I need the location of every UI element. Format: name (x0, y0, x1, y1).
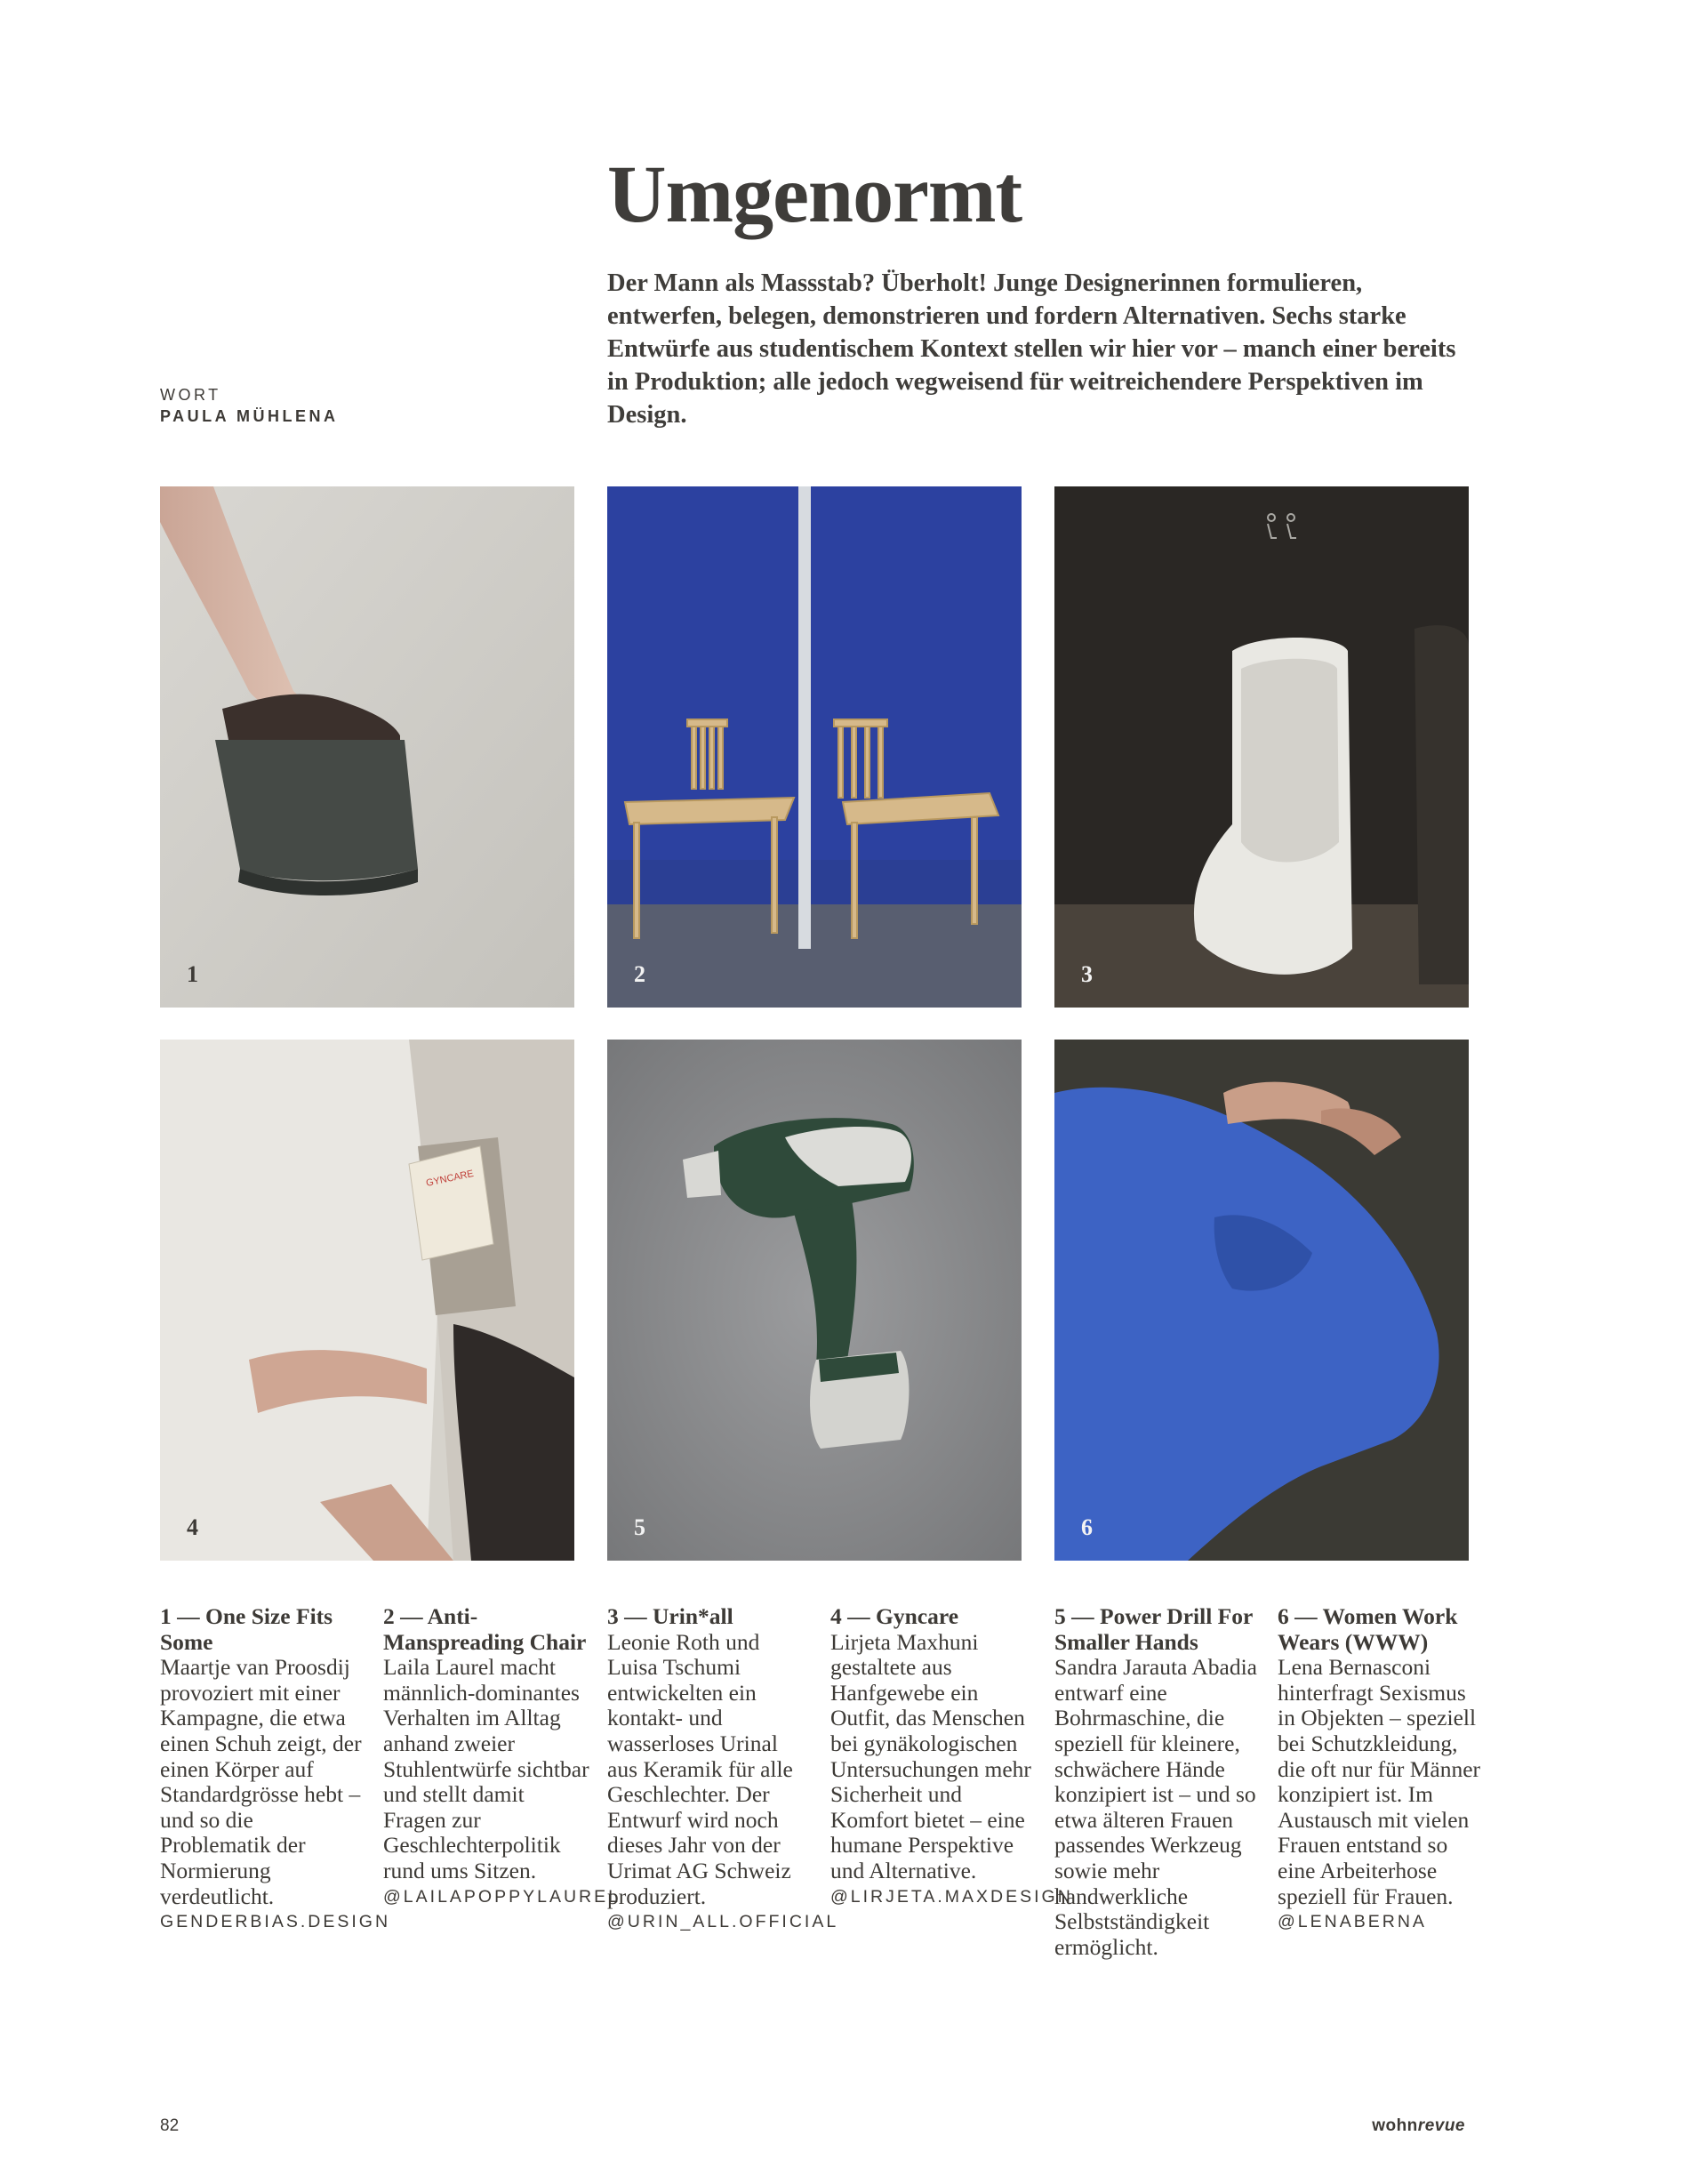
gyncare-image (160, 1040, 574, 1561)
photo-chairs (607, 486, 1022, 1008)
article-lead: Der Mann als Massstab? Überholt! Junge Designerinnen formulieren, entwerfen, belegen, demonstrieren und fordern Alternativen. Sechs starke Entwürfe aus studentischem Kontext stellen wir hier vor – manch einer bereits in Produktion; alle jedoch wegweisend für weitreichendere Perspektiven im Design. (607, 269, 1456, 429)
caption-title: 6 — Women Work Wears (WWW) (1278, 1603, 1458, 1655)
photo-number: 1 (187, 961, 198, 987)
caption-4 (830, 1603, 1073, 1909)
photo-number: 6 (1081, 1514, 1093, 1540)
byline-author: PAULA MÜHLENA (160, 407, 339, 425)
caption-text: Leonie Roth und Luisa Tschumi entwickelten ein kontakt- und wasserloses Urinal aus Keramik für alle Geschlechter. Der Entwurf wird noch dieses Jahr von der Urimat AG Schweiz produziert. (607, 1628, 793, 1909)
caption-text: Sandra Jarauta Abadia entwarf eine Bohrmaschine, die speziell für kleinere, schwächere Hände konzipiert ist – und so etwa älteren Frauen passendes Werkzeug sowie mehr handwerkliche Selbstständigkeit ermöglicht. (1054, 1654, 1257, 1960)
photo-workwear (1054, 1040, 1469, 1561)
chairs-image (607, 486, 1022, 1008)
caption-3 (607, 1603, 839, 1935)
shoe-image (160, 486, 574, 1008)
urinal-image (1054, 486, 1469, 1008)
brand-prefix: wohn (1372, 2116, 1418, 2135)
photo-urinal (1054, 486, 1469, 1008)
caption-text: Maartje van Proosdij provoziert mit einer Kampagne, die etwa einen Schuh zeigt, der einen Körper auf Standardgrösse hebt – und so die Problematik der Normierung verdeutlicht. (160, 1654, 362, 1909)
svg-text:GYNCARE: GYNCARE (425, 1168, 475, 1189)
caption-text: Lirjeta Maxhuni gestaltete aus Hanfgewebe ein Outfit, das Menschen bei gynäkologischen Untersuchungen mehr Sicherheit und Komfort bietet – eine humane Perspektive und Alternative. (830, 1628, 1031, 1883)
photo-number: 4 (187, 1514, 198, 1540)
caption-2 (383, 1603, 621, 1909)
workwear-image (1054, 1040, 1469, 1561)
caption-handle: @LIRJETA.MAXDESIGN (830, 1886, 1073, 1907)
caption-title: 5 — Power Drill For Smaller Hands (1054, 1603, 1253, 1655)
photo-number: 2 (634, 961, 645, 987)
caption-1 (160, 1603, 391, 1935)
caption-title: 2 — Anti-Manspreading Chair (383, 1603, 587, 1655)
caption-handle: @URIN_ALL.OFFICIAL (607, 1912, 839, 1932)
drill-image (607, 1040, 1022, 1561)
photo-drill (607, 1040, 1022, 1561)
byline-label: WORT (160, 386, 221, 404)
caption-title: 3 — Urin*all (607, 1603, 733, 1629)
brand-suffix: revue (1417, 2116, 1465, 2135)
caption-6 (1278, 1604, 1484, 1935)
photo-number: 3 (1081, 961, 1093, 987)
photo-number: 5 (634, 1514, 645, 1540)
caption-text: Laila Laurel macht männlich-dominantes Verhalten im Alltag anhand zweier Stuhlentwürfe sichtbar und stellt damit Fragen zur Geschlechterpolitik rund ums Sitzen. (383, 1654, 589, 1883)
caption-title: 4 — Gyncare (830, 1603, 959, 1629)
caption-5 (1054, 1604, 1261, 1960)
caption-handle: GENDERBIAS.DESIGN (160, 1912, 391, 1932)
photo-gyncare (160, 1040, 574, 1561)
article-title: Umgenormt (607, 149, 1022, 239)
caption-text: Lena Bernasconi hinterfragt Sexismus in Objekten – speziell bei Schutzkleidung, die oft nur für Männer konzipiert ist. Im Austausch mit vielen Frauen entstand so eine Arbeiterhose speziell für Frauen. (1278, 1654, 1481, 1909)
byline (160, 384, 339, 427)
caption-handle: @LAILAPOPPYLAUREL (383, 1886, 621, 1907)
photo-shoe (160, 486, 574, 1008)
caption-handle: @LENABERNA (1278, 1912, 1427, 1932)
magazine-brand (1372, 2116, 1465, 2136)
page-number: 82 (160, 2116, 180, 2135)
caption-title: 1 — One Size Fits Some (160, 1603, 333, 1655)
